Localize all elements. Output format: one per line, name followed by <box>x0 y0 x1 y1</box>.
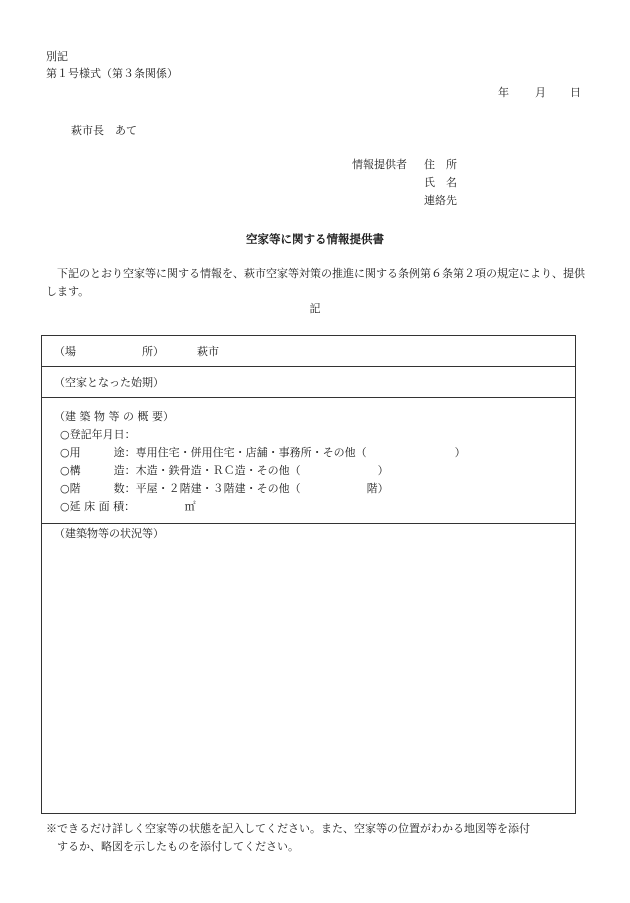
provider-label: 情報提供者 <box>352 158 407 171</box>
date-year: 年 <box>498 86 509 99</box>
ki-label: 記 <box>309 302 321 315</box>
location-label: （場 所） <box>54 345 164 358</box>
floors-field: ○階 数：平屋・２階建・３階建・その他（ 階） <box>60 482 389 495</box>
provider-block <box>352 158 457 212</box>
usage-field: ○用 途：専用住宅・併用住宅・店舗・事務所・その他（ ） <box>60 446 466 459</box>
overview-heading: （建 築 物 等 の 概 要） <box>54 410 174 423</box>
registration-date-field: ○登記年月日： <box>60 428 136 441</box>
structure-field: ○構 造：木造・鉄骨造・ＲＣ造・その他（ ） <box>60 464 389 477</box>
vacant-since-label: （空家となった始期） <box>54 376 164 389</box>
status-heading: （建築物等の状況等） <box>54 527 164 540</box>
floor-area-field: ○延 床 面 積： ㎡ <box>60 500 196 513</box>
appendix-label: 別記 <box>46 50 68 63</box>
document-title: 空家等に関する情報提供書 <box>246 232 384 246</box>
building-status-row <box>42 524 575 815</box>
date-line <box>498 86 581 100</box>
body-text: 下記のとおり空家等に関する情報を、萩市空家等対策の推進に関する条例第６条第２項の規定により、提供します。 <box>46 267 585 298</box>
location-value: 萩市 <box>197 345 219 358</box>
addressee: 萩市長 あて <box>71 124 137 137</box>
building-overview-row <box>42 398 575 524</box>
date-day: 日 <box>570 86 581 99</box>
footnote-line-2: するか、略図を示したものを添付してください。 <box>57 839 299 853</box>
footnote-line-1: ※できるだけ詳しく空家等の状態を記入してください。また、空家等の位置がわかる地図等を添付 <box>46 822 530 835</box>
provider-contact-label: 連絡先 <box>424 194 457 207</box>
form-number: 第１号様式（第３条関係） <box>46 67 178 80</box>
vacant-since-row <box>42 367 575 398</box>
provider-address-label: 住 所 <box>424 158 457 171</box>
footnote <box>46 820 591 855</box>
date-month: 月 <box>535 86 546 99</box>
location-row <box>42 336 575 367</box>
provider-name-label: 氏 名 <box>424 176 457 189</box>
info-table <box>41 335 576 814</box>
